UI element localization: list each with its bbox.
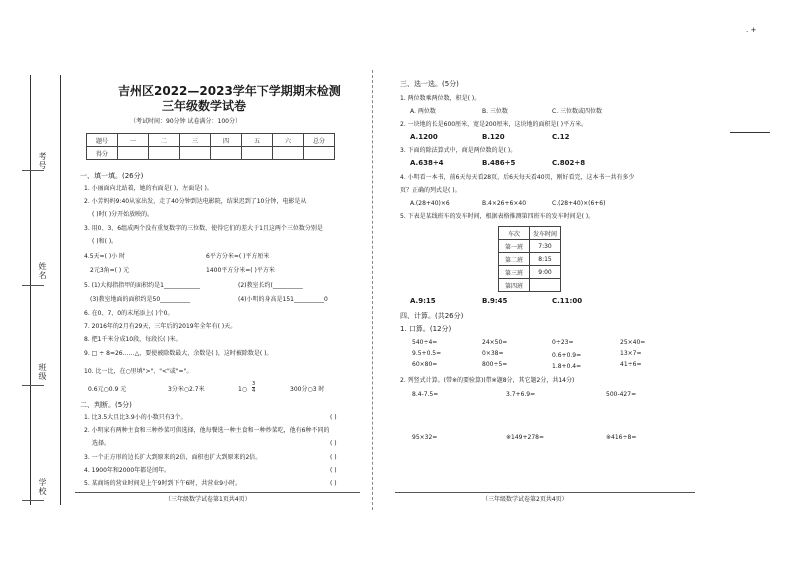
q6: 6. 在0、7、0的末尾添上( )个0。 (84, 310, 174, 317)
q3-line2: ( )和( )。 (92, 238, 118, 245)
score-head-cell: 题号 (87, 134, 118, 147)
q5-c: (3)教室地面的面积约是50__________ (90, 296, 191, 303)
c2-option-b: B.120 (482, 133, 505, 141)
schedule-table (498, 226, 561, 292)
c5-option-c: C.11:00 (552, 297, 583, 305)
exam-title: 吉州区2022—2023学年下学期期末检测 (118, 84, 341, 98)
kaohao-blank (22, 170, 44, 171)
c4-line1: 4. 小明看一本书，前6天每天看28页，后6天每天看40页，刚好看完，这本书一共有多少 (400, 174, 635, 181)
score-table (86, 133, 335, 160)
q10-d: 300分○3 时 (290, 386, 325, 393)
j2-line2: 选择。 (92, 440, 111, 447)
xuexiao-label: 学校 (38, 478, 47, 496)
c5-option-b: B.9:45 (482, 297, 508, 305)
schedule-head: 车次 (499, 227, 530, 240)
c4-option-a: A.(28+40)×6 (410, 200, 450, 207)
score-cell (211, 147, 242, 160)
c2-option-a: A.1200 (410, 133, 438, 141)
q4-a: 4.5天=( )小 时 (84, 253, 126, 260)
oral-item: 41÷6= (620, 361, 642, 368)
c3-option-a: A.638÷4 (410, 159, 444, 167)
j2-line1: 2. 小明家有两种主食和三种炒菜可供选择，他每餐选一种主食和一种炒菜吃，他有6种不同的 (84, 427, 330, 434)
q10-b: 3分米○2.7米 (168, 386, 205, 393)
c2-option-c: C.12 (552, 133, 570, 141)
q8: 8. 把1千米分成10段，每段长( )米。 (84, 336, 182, 343)
binding-line-inner (60, 75, 61, 505)
oral-title: 1. 口算。(12分) (400, 325, 452, 333)
c1-option-c: C. 三位数或四位数 (552, 108, 603, 115)
page-divider (372, 70, 373, 510)
xingming-blank (22, 285, 44, 286)
score-head-cell: 二 (149, 134, 180, 147)
j3-paren: ( ) (330, 454, 337, 461)
section3-title: 三、选一选。(5分) (400, 80, 459, 88)
score-head-cell: 六 (273, 134, 304, 147)
schedule-cell: 第一班 (499, 240, 530, 253)
q10-fraction (252, 381, 255, 394)
c5-option-a: A.9:15 (410, 297, 436, 305)
score-head-cell: 三 (180, 134, 211, 147)
vertical-item: 500-427= (606, 391, 637, 398)
xingming-label: 姓名 (38, 262, 47, 280)
kaohao-label: 考号 (38, 152, 47, 170)
schedule-cell: 9:00 (530, 266, 561, 279)
q4-b: 6平方分米=( )平方厘米 (206, 253, 270, 260)
oral-item: 540÷4= (412, 339, 438, 346)
oral-item: 24×50= (482, 339, 508, 346)
q9: 9. □ ÷ 8=26……△，要使被除数最大，余数是( )，这时被除数是( )。 (84, 350, 273, 357)
c1-option-b: B. 三位数 (482, 108, 508, 115)
q2-line2: ( )时( )分开始放映的。 (92, 211, 154, 218)
oral-item: 800÷5= (482, 361, 508, 368)
j5-paren: ( ) (330, 480, 337, 487)
score-head-cell: 四 (211, 134, 242, 147)
section1-title: 一、填一填。(26分) (80, 172, 144, 180)
q10-a: 0.6元○0.9 元 (88, 386, 127, 393)
oral-item: 60×80= (412, 361, 438, 368)
oral-item: 0÷23= (552, 339, 574, 346)
j3: 3. 一个正方形的边长扩大到原来的2倍，面积也扩大到原来的2倍。 (84, 454, 262, 461)
score-cell (149, 147, 180, 160)
banji-blank (22, 385, 44, 386)
exam-info: （考试时间：90分钟 试卷满分：100分） (130, 118, 241, 125)
oral-item: 9.5+0.5= (412, 350, 442, 357)
right-footer-rule (395, 492, 695, 493)
j4: 4. 1900年和2000年都是闰年。 (84, 467, 171, 474)
oral-item: 0×38= (482, 350, 504, 357)
left-footer-rule (75, 492, 360, 493)
binding-line-outer (30, 75, 31, 505)
exam-subtitle: 三年级数学试卷 (162, 99, 247, 113)
c1-option-a: A. 两位数 (410, 108, 436, 115)
j4-paren: ( ) (330, 467, 337, 474)
section4-title: 四、计算。(共26分) (400, 312, 464, 320)
q4-d: 1400平方分米=( )平方米 (206, 267, 275, 274)
oral-item: 13×7= (620, 350, 642, 357)
corner-rule (730, 132, 770, 133)
schedule-cell: 第三班 (499, 266, 530, 279)
c3-option-b: B.486÷5 (482, 159, 516, 167)
c3: 3. 下面的除法算式中，商是两位数的是( )。 (400, 147, 517, 154)
schedule-cell: 第二班 (499, 253, 530, 266)
left-footer: （三年级数学试卷第1页共4页） (165, 496, 251, 503)
oral-item: 25×40= (620, 339, 646, 346)
c2: 2. 一块地的长是600厘米，宽是200厘米，这块地的面积是( )平方米。 (400, 121, 588, 128)
vertical-item: ※149+278= (506, 434, 544, 441)
q5-a: 5. (1)大拇指指甲的面积约是1____________ (84, 282, 200, 289)
corner-mark: . + (746, 26, 757, 34)
c4-option-b: B.4×26+6×40 (482, 200, 527, 207)
score-head-cell: 总分 (304, 134, 335, 147)
c4-line2: 页？正确的列式是( )。 (400, 187, 461, 194)
j1: 1. 比3.5大且比3.9小的小数只有3个。 (84, 414, 187, 421)
schedule-cell: 第四班 (499, 279, 530, 292)
score-label-cell: 得分 (87, 147, 118, 160)
q10: 10. 比一比，在○里填">"、"<"或"="。 (84, 368, 193, 375)
score-cell (304, 147, 335, 160)
c3-option-c: C.802÷8 (552, 159, 586, 167)
c4-option-c: C.(28+40)×(6+6) (552, 200, 606, 207)
fraction-denominator: 4 (252, 388, 256, 394)
c5: 5. 下表是某线班车的发车时间，根据表格推测第四班车的发车时间是( )。 (400, 213, 595, 220)
q3-line1: 3. 用0、3、6组成两个没有重复数字的三位数，使得它们的差大于1且这两个三位数分别是 (84, 225, 323, 232)
schedule-head: 发车时间 (530, 227, 561, 240)
q4-c: 2元3角=( ) 元 (90, 267, 130, 274)
j1-paren: ( ) (330, 414, 337, 421)
schedule-cell (530, 279, 561, 292)
vertical-item: 8.4-7.5= (412, 391, 439, 398)
score-cell (242, 147, 273, 160)
score-cell (273, 147, 304, 160)
oral-item: 1.8+0.4= (552, 363, 582, 370)
c1: 1. 两位数乘两位数，积是( )。 (400, 95, 481, 102)
xuexiao-blank (22, 500, 44, 501)
section2-title: 二、判断。(5分) (80, 401, 132, 409)
fraction-numerator: 3 (252, 381, 256, 387)
vertical-item: 3.7+6.9= (506, 391, 536, 398)
j5: 5. 某商场的营业时间是上午9时到下午6时，共营业9小时。 (84, 480, 242, 487)
schedule-cell: 7:30 (530, 240, 561, 253)
score-head-cell: 一 (118, 134, 149, 147)
banji-label: 班级 (38, 363, 47, 381)
score-cell (118, 147, 149, 160)
q2-line1: 2. 小芳妈妈9:40从家出发，走了40分钟到达电影院，结果迟到了10分钟，电影是从 (84, 198, 307, 205)
schedule-cell: 8:15 (530, 253, 561, 266)
q5-d: (4)小明的身高是151__________0 (238, 296, 328, 303)
right-footer: （三年级数学试卷第2页共4页） (482, 496, 568, 503)
oral-item: 0.6+0.9= (552, 352, 582, 359)
q7: 7. 2016年的2月有29天，三年后的2019年全年有( )天。 (84, 323, 237, 330)
j2-paren: ( ) (330, 440, 337, 447)
q10-c: 1○ (238, 386, 248, 393)
vertical-item: ※416÷8= (606, 434, 637, 441)
q5-b: (2)教室长约(__________ (238, 282, 303, 289)
score-head-cell: 五 (242, 134, 273, 147)
vertical-item: 95×32= (412, 434, 438, 441)
vertical-calc-title: 2. 列竖式计算。(带※的要验算)(带※题8分，其它题2分，共14分) (400, 377, 575, 384)
q1: 1. 小丽面向北站着，她的右面是( )，左面是( )。 (84, 185, 213, 192)
score-cell (180, 147, 211, 160)
